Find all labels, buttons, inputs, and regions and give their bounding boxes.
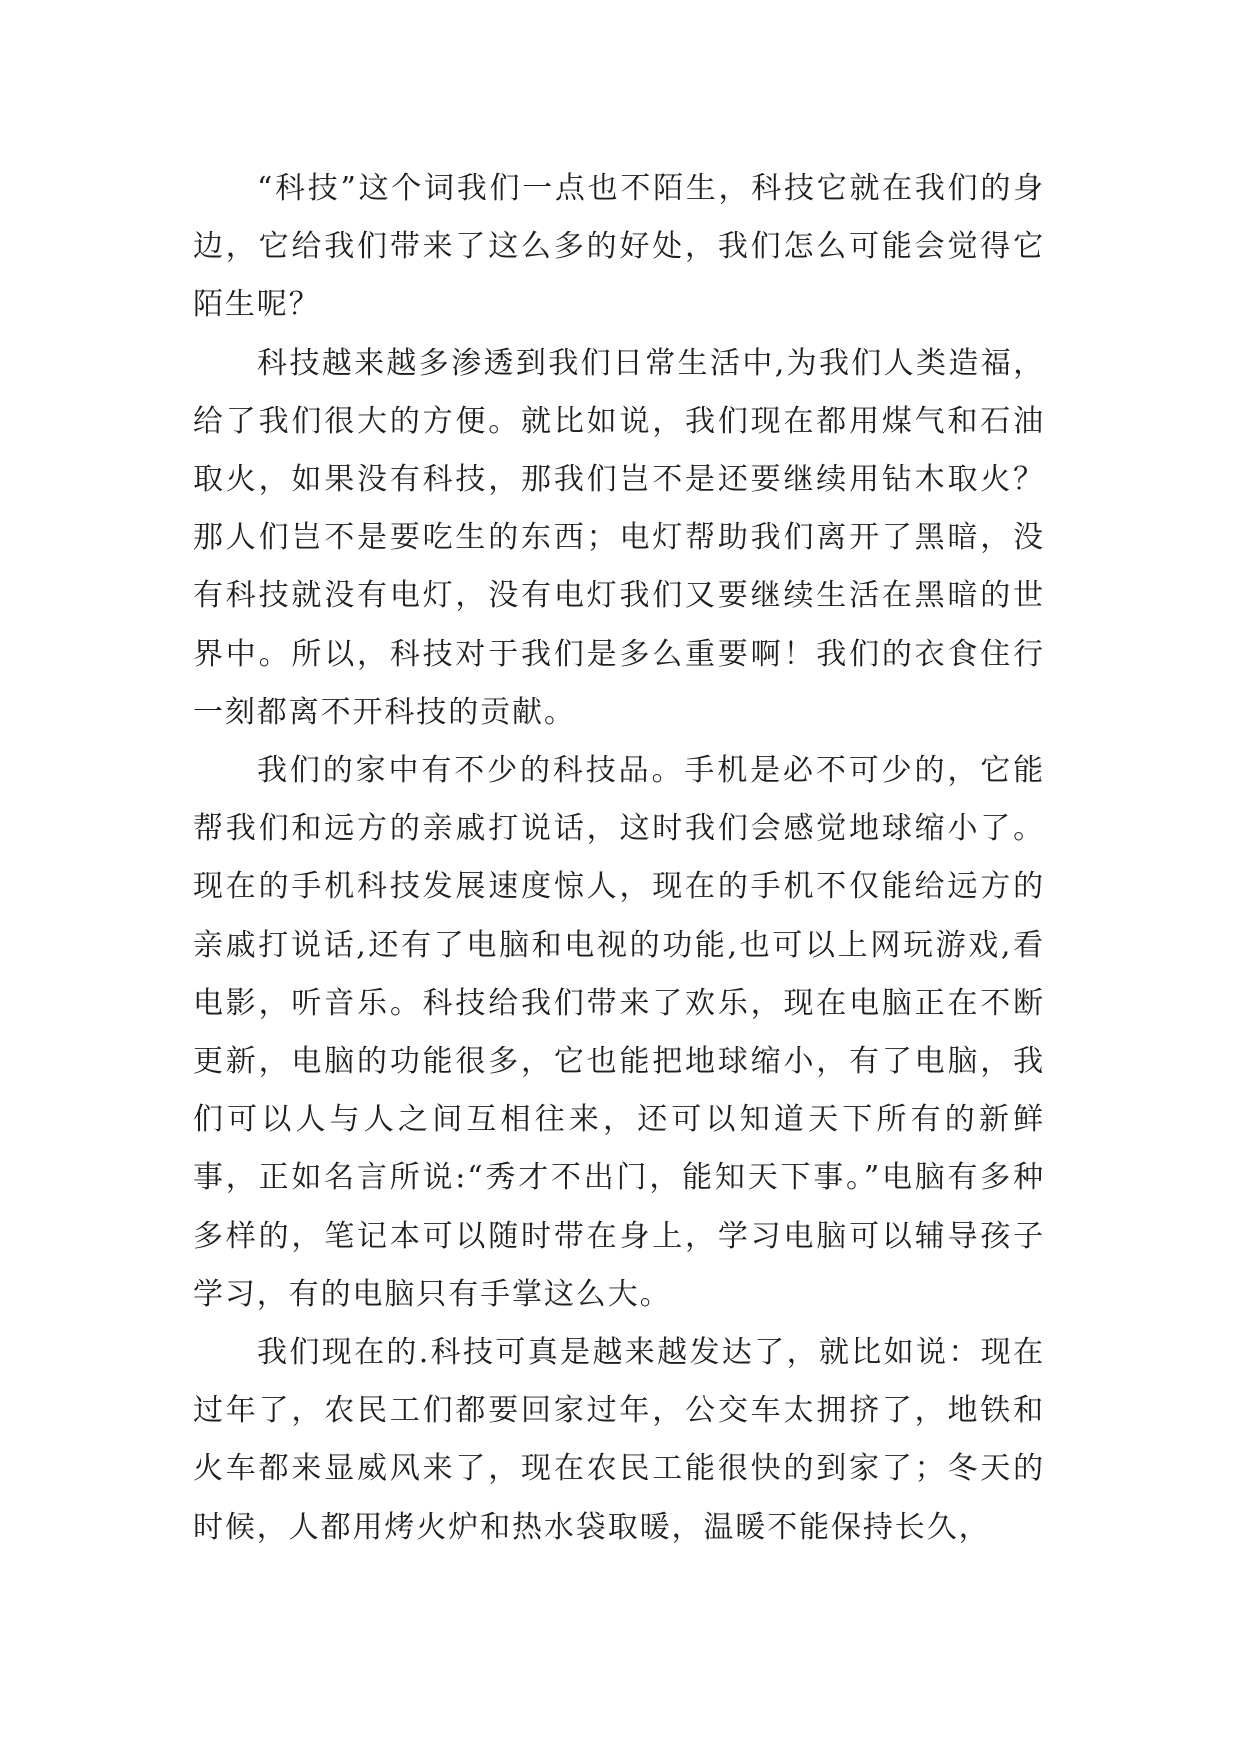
- paragraph-4: 我们现在的.科技可真是越来越发达了，就比如说：现在过年了，农民工们都要回家过年，公交车太拥挤了，地铁和火车都来显威风来了，现在农民工能很快的到家了；冬天的时候，人都用烤火炉和热水袋取暖，温暖不能保持长久，: [193, 1335, 1045, 1545]
- paragraph-1: “科技”这个词我们一点也不陌生，科技它就在我们的身边，它给我们带来了这么多的好处，我们怎么可能会觉得它陌生呢？: [193, 171, 1045, 323]
- paragraph-3: 我们的家中有不少的科技品。手机是必不可少的，它能帮我们和远方的亲戚打说话，这时我们会感觉地球缩小了。现在的手机科技发展速度惊人，现在的手机不仅能给远方的亲戚打说话,还有了电脑和电视的功能,也可以上网玩游戏,看电影，听音乐。科技给我们带来了欢乐，现在电脑正在不断更新，电脑的功能很多，它也能把地球缩小，有了电脑，我们可以人与人之间互相往来，还可以知道天下所有的新鲜事，正如名言所说:“秀才不出门，能知天下事。”电脑有多种多样的，笔记本可以随时带在身上，学习电脑可以辅导孩子学习，有的电脑只有手掌这么大。: [193, 753, 1045, 1312]
- paragraph-2: 科技越来越多渗透到我们日常生活中,为我们人类造福，给了我们很大的方便。就比如说，我们现在都用煤气和石油取火，如果没有科技，那我们岂不是还要继续用钻木取火？那人们岂不是要吃生的东西；电灯帮助我们离开了黑暗，没有科技就没有电灯，没有电灯我们又要继续生活在黑暗的世界中。所以，科技对于我们是多么重要啊！我们的衣食住行一刻都离不开科技的贡献。: [193, 345, 1045, 730]
- document-body: [193, 160, 1045, 1557]
